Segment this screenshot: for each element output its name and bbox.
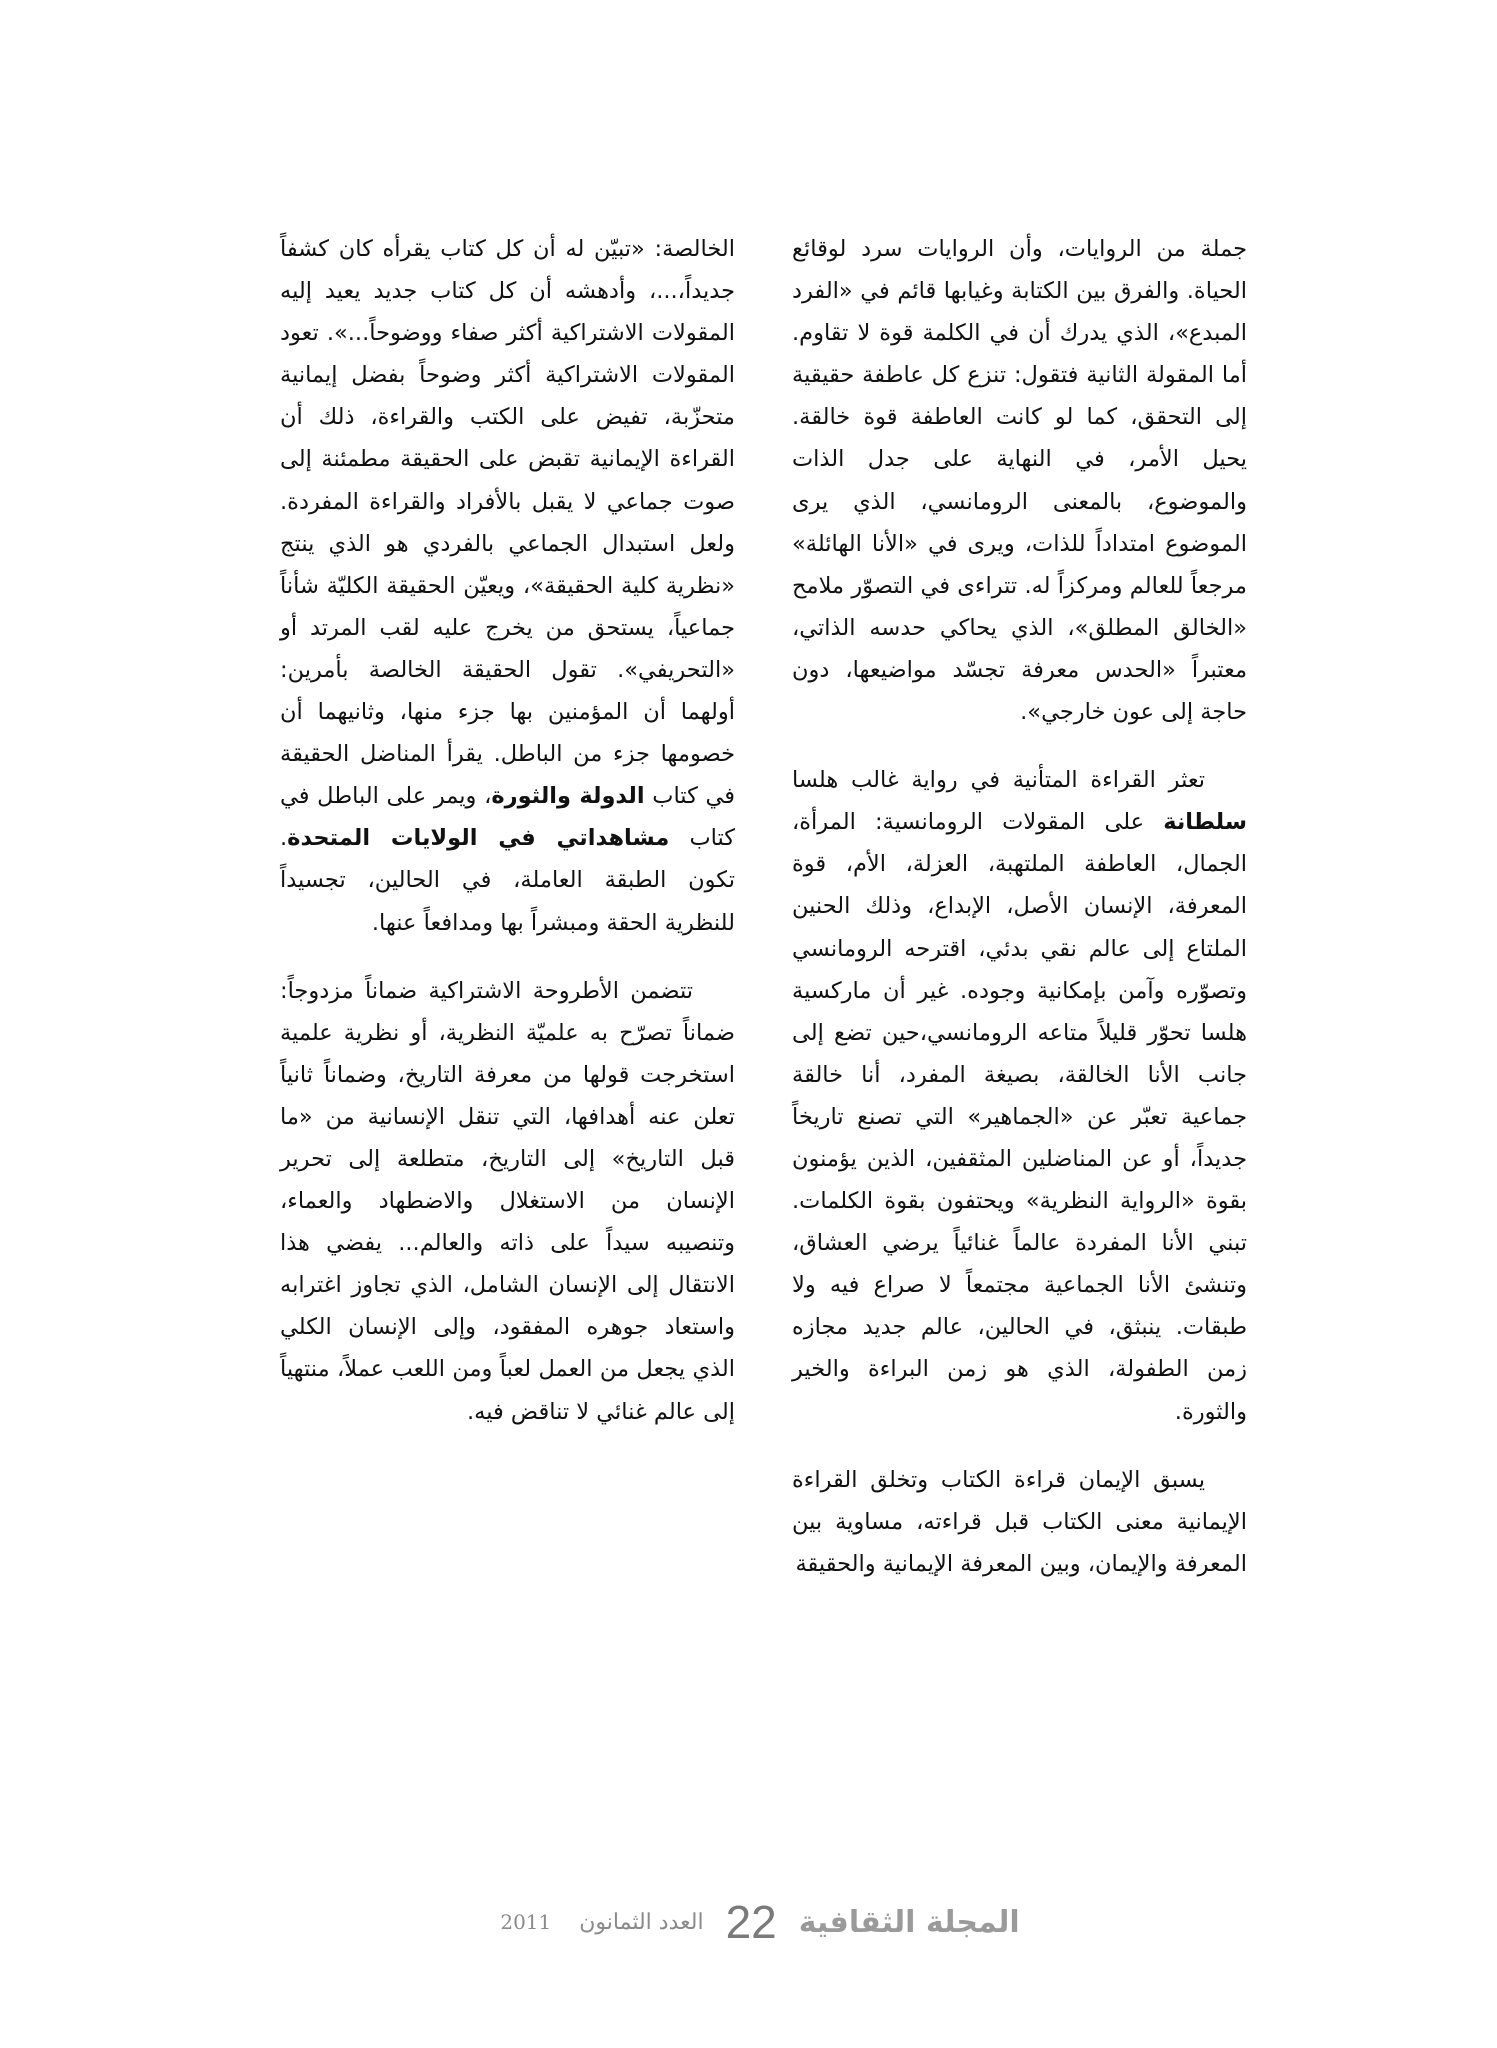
novel-title-sultana: سلطانة <box>1163 809 1247 836</box>
right-column-paragraph-3: يسبق الإيمان قراءة الكتاب وتخلق القراءة الإيمانية معنى الكتاب قبل قراءته، مساوية بين المعرفة والإيمان، وبين المعرفة الإيمانية والحقيقة <box>792 1466 1247 1577</box>
paragraph-text: على المقولات الرومانسية: المرأة، الجمال، العاطفة الملتهبة، العزلة، الأم، قوة المعرفة، الإنسان الأصل، الإبداع، وذلك الحنين الملتاع إلى عالم نقي بدئي، اقترحه الرومانسي وتصوّره وآمن بإمكانية وجوده. غير أن ماركسية هلسا تحوّر قليلاً متاعه الرومانسي،حين تضع إلى جانب الأنا الخالقة، بصيغة المفرد، أنا خالقة جماعية تعبّر عن «الجماهير» التي تصنع تاريخاً جديداً، أو عن المناضلين المثقفين، الذين يؤمنون بقوة «الرواية النظرية» ويحتفون بقوة الكلمات. تبني الأنا المفردة عالماً غنائياً يرضي العشاق، وتنشئ الأنا الجماعية مجتمعاً لا صراع فيه ولا طبقات. ينبثق، في الحالين، عالم جديد مجازه زمن الطفولة، الذي هو زمن البراءة والخير والثورة. <box>792 809 1247 1425</box>
book-title-state-and-revolution: الدولة والثورة <box>491 783 645 810</box>
paragraph-text: . تكون الطبقة العاملة، في الحالين، تجسيداً للنظرية الحقة ومبشراً بها ومدافعاً عنها. <box>280 825 735 936</box>
right-column-paragraph-1: جملة من الروايات، وأن الروايات سرد لوقائع الحياة. والفرق بين الكتابة وغيابها قائم في «الفرد المبدع»، الذي يدرك أن في الكلمة قوة لا تقاوم. أما المقولة الثانية فتقول: تنزع كل عاطفة حقيقية إلى التحقق، كما لو كانت العاطفة قوة خالقة. يحيل الأمر، في النهاية على جدل الذات والموضوع، بالمعنى الرومانسي، الذي يرى الموضوع امتداداً للذات، ويرى في «الأنا الهائلة» مرجعاً للعالم ومركزاً له. تتراءى في التصوّر ملامح «الخالق المطلق»، الذي يحاكي حدسه الذاتي، معتبراً «الحدس معرفة تجسّد مواضيعها، دون حاجة إلى عون خارجي». <box>792 236 1247 726</box>
left-column-paragraph-2: تتضمن الأطروحة الاشتراكية ضماناً مزدوجاً: ضماناً تصرّح به علميّة النظرية، أو نظرية علمية استخرجت قولها من معرفة التاريخ، وضماناً ثانياً تعلن عنه أهدافها، التي تنقل الإنسانية من «ما قبل التاريخ» إلى التاريخ، متطلعة إلى تحرير الإنسان من الاستغلال والاضطهاد والعماء، وتنصيبه سيداً على ذاته والعالم... يفضي هذا الانتقال إلى الإنسان الشامل، الذي تجاوز اغترابه واستعاد جوهره المفقود، وإلى الإنسان الكلي الذي يجعل من العمل لعباً ومن اللعب عملاً، منتهياً إلى عالم غنائي لا تناقض فيه. <box>280 977 735 1425</box>
paragraph-text: الخالصة: «تبيّن له أن كل كتاب يقرأه كان كشفاً جديداً،...، وأدهشه أن كل كتاب جديد يعيد إليه المقولات الاشتراكية أكثر صفاء ووضوحاً...». تعود المقولات الاشتراكية أكثر وضوحاً بفضل إيمانية متحزّبة، تفيض على الكتب والقراءة، ذلك أن القراءة الإيمانية تقبض على الحقيقة مطمئنة إلى صوت جماعي لا يقبل بالأفراد والقراءة المفردة. ولعل استبدال الجماعي بالفردي هو الذي ينتج «نظرية كلية الحقيقة»، ويعيّن الحقيقة الكليّة شأناً جماعياً، يستحق من يخرج عليه لقب المرتد أو «التحريفي». تقول الحقيقة الخالصة بأمرين: أولهما أن المؤمنين بها جزء منها، وثانيهما أن خصومها جزء من الباطل. يقرأ المناضل الحقيقة في كتاب <box>280 236 735 810</box>
issue-label: العدد الثمانون <box>579 1909 704 1935</box>
paragraph-text: ، ويمر على الباطل في كتاب <box>280 783 735 852</box>
left-column-paragraph-1 <box>280 228 735 944</box>
left-column <box>280 228 735 1459</box>
book-title-observations-usa: مشاهداتي في الولايات المتحدة <box>287 825 670 852</box>
magazine-title: المجلة الثقافية <box>798 1904 1020 1940</box>
right-column-paragraph-2 <box>792 759 1247 1433</box>
right-column <box>792 228 1247 1611</box>
paragraph-text: تعثر القراءة المتأنية في رواية غالب هلسا <box>792 767 1205 794</box>
page-number: 22 <box>725 1896 777 1948</box>
issue-year: 2011 <box>500 1910 552 1934</box>
page-footer <box>440 1897 1080 1947</box>
